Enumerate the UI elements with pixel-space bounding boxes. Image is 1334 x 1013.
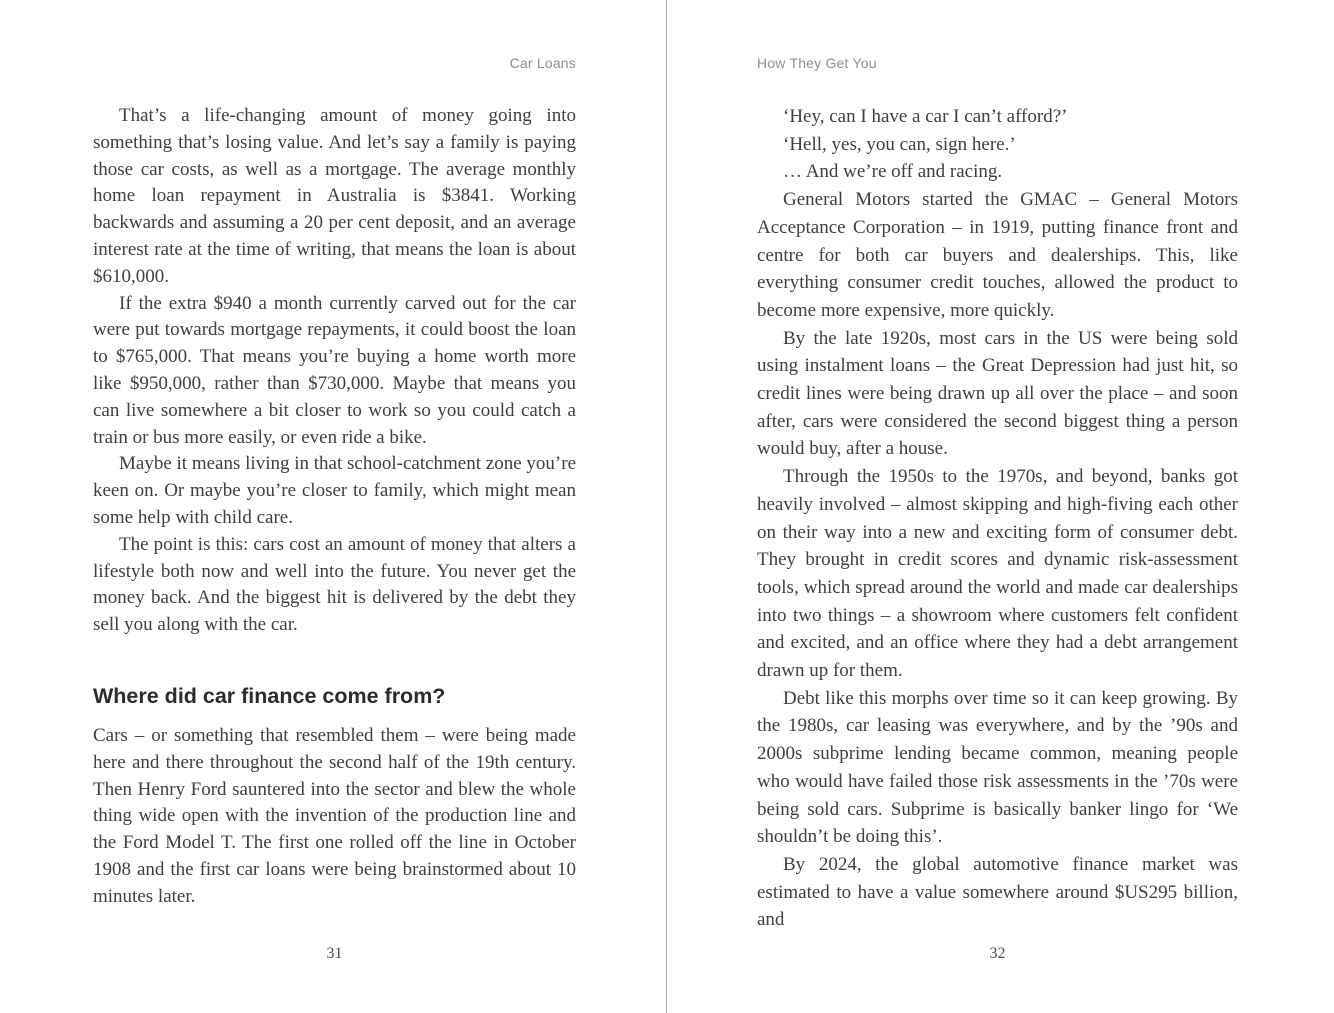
paragraph: Through the 1950s to the 1970s, and beyond, banks got heavily involved – almost skipping and high-fiving each other on their way into a new and exciting form of consumer debt. They brought in credit scores and dynamic risk-assessment tools, which spread around the world and made car dealerships into two things – a showroom where customers felt confident and excited, and an office where they had a debt arrangement drawn up for them. xyxy=(757,466,1238,682)
paragraph: ‘Hey, can I have a car I can’t afford?’ xyxy=(783,106,1068,127)
paragraph: Cars – or something that resembled them – were being made here and there throughout the second half of the 19th century. Then Henry Ford sauntered into the sector and blew the whole thing wide open with the invention of the production line and the Ford Model T. The first one rolled off the line in October 1908 and the first car loans were being brainstormed about 10 minutes later. xyxy=(93,724,576,907)
running-head-left-page: Car Loans xyxy=(509,55,576,71)
paragraph: Maybe it means living in that school-catchment zone you’re keen on. Or maybe you’re closer to family, which might mean some help with child care. xyxy=(93,453,576,528)
right-page xyxy=(757,0,1238,1013)
right-page-body xyxy=(757,103,1238,934)
paragraph: If the extra $940 a month currently carved out for the car were put towards mortgage repayments, it could boost the loan to $765,000. That means you’re buying a home worth more like $950,000, rather than $730,000. Maybe that means you can live somewhere a bit closer to work so you could catch a train or bus more easily, or even ride a bike. xyxy=(93,292,576,448)
paragraph: That’s a life-changing amount of money going into something that’s losing value. And let’s say a family is paying those car costs, as well as a mortgage. The average monthly home loan repayment in Australia is $3841. Working backwards and assuming a 20 per cent deposit, and an average interest rate at the time of writing, that means the loan is about $610,000. xyxy=(93,105,576,287)
paragraph: Debt like this morphs over time so it can keep growing. By the 1980s, car leasing was everywhere, and by the ’90s and 2000s subprime lending became common, meaning people who would have failed those risk assessments in the ’70s were being sold cars. Subprime is basically banker lingo for ‘We shouldn’t be doing this’. xyxy=(757,687,1238,848)
left-page-body xyxy=(93,103,576,911)
paragraph: ‘Hell, yes, you can, sign here.’ xyxy=(783,133,1016,155)
gutter-divider xyxy=(666,0,667,1013)
paragraph: General Motors started the GMAC – General Motors Acceptance Corporation – in 1919, putting finance front and centre for both car buyers and dealerships. This, like everything consumer credit touches, allowed the product to become more expensive, more quickly. xyxy=(757,189,1238,321)
page-number: 32 xyxy=(989,945,1006,962)
paragraph: The point is this: cars cost an amount of money that alters a lifestyle both now and well into the future. You never get the money back. And the biggest hit is delivered by the debt they sell you along with the car. xyxy=(93,533,576,636)
paragraph: By 2024, the global automotive finance market was estimated to have a value somewhere around $US295 billion, and xyxy=(757,853,1238,931)
paragraph: … And we’re off and racing. xyxy=(783,161,1003,183)
running-head-right-page: How They Get You xyxy=(757,55,877,71)
left-page xyxy=(93,0,576,1013)
paragraph: By the late 1920s, most cars in the US were being sold using instalment loans – the Great Depression had just hit, so credit lines were being drawn up all over the place – and soon after, cars were considered the second biggest thing a person would buy, after a house. xyxy=(757,327,1238,460)
page-number: 31 xyxy=(326,945,343,962)
section-heading: Where did car finance come from? xyxy=(93,683,446,708)
